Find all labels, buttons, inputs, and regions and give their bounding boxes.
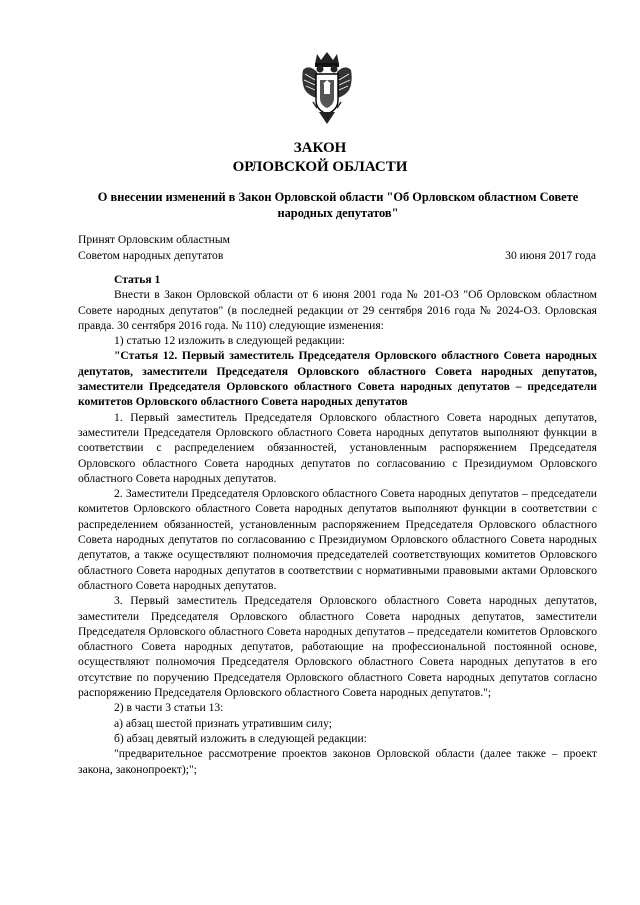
paragraph: Внести в Закон Орловской области от 6 июня 2001 года № 201-ОЗ "Об Орловском областном Совете народных депутатов" (в последней редакции от 29 сентября 2016 года № 2024-ОЗ. Орловская правда. 30 сентября 2016 года. № 110) следующие изменения: [78, 288, 597, 332]
paragraph: 1) статью 12 изложить в следующей редакции: [114, 334, 345, 348]
document-body [78, 272, 597, 777]
paragraph: б) абзац девятый изложить в следующей редакции: [114, 731, 367, 745]
article-12-heading: "Статья 12. Первый заместитель Председателя Орловского областного Совета народных депутатов, заместители Председателя Орловского областного Совета народных депутатов, заместители Председателя Орловского областного Совета народных депутатов – председатели комитетов Орловского областного Совета народных депутатов [78, 349, 597, 409]
adoption-date: 30 июня 2017 года [505, 249, 596, 262]
region-title: ОРЛОВСКОЙ ОБЛАСТИ [232, 159, 408, 175]
law-title: ЗАКОН [293, 140, 347, 156]
article-heading: Статья 1 [114, 273, 161, 286]
paragraph: а) абзац шестой признать утратившим силу; [114, 716, 332, 730]
paragraph: 1. Первый заместитель Председателя Орловского областного Совета народных депутатов, заместители Председателя Орловского областного Совета народных депутатов выполняют функции в соответствии с распределением обязанностей, установленным распоряжением Председателя Орловского областного Совета народных депутатов по согласованию с Президиумом Орловского областного Совета народных депутатов. [78, 410, 597, 485]
adoption-line-2: Советом народных депутатов [78, 248, 224, 262]
paragraph: 2) в части 3 статьи 13: [114, 701, 224, 715]
law-subtitle: О внесении изменений в Закон Орловской области "Об Орловском областном Совете народных депутатов" [97, 190, 579, 220]
paragraph: "предварительное рассмотрение проектов законов Орловской области (далее также – проект закона, законопроект);"; [78, 747, 597, 776]
paragraph: 2. Заместители Председателя Орловского областного Совета народных депутатов – председатели комитетов Орловского областного Совета народных депутатов выполняют функции в соответствии с распределением обязанностей, установленным распоряжением Председателя Орловского областного Совета народных депутатов по согласованию с Президиумом Орловского областного Совета народных депутатов, а также осуществляют полномочия председателей соответствующих комитетов Орловского областного Совета народных депутатов в соответствии с нормативными правовыми актами Орловского областного Совета народных депутатов. [78, 487, 597, 592]
adoption-block [78, 232, 318, 263]
adoption-line-1: Принят Орловским областным [78, 233, 230, 246]
paragraph: 3. Первый заместитель Председателя Орловского областного Совета народных депутатов, заместители Председателя Орловского областного Совета народных депутатов, заместители Председателя Орловского областного Совета народных депутатов – председатели комитетов Орловского областного Совета народных депутатов, работающие на профессиональной постоянной основе, осуществляют полномочия Председателя Орловского областного Совета народных депутатов в его отсутствие по поручению Председателя Орловского областного Совета народных депутатов согласно распоряжению Председателя Орловского областного Совета народных депутатов."; [78, 594, 597, 700]
coat-of-arms-icon [299, 50, 355, 126]
